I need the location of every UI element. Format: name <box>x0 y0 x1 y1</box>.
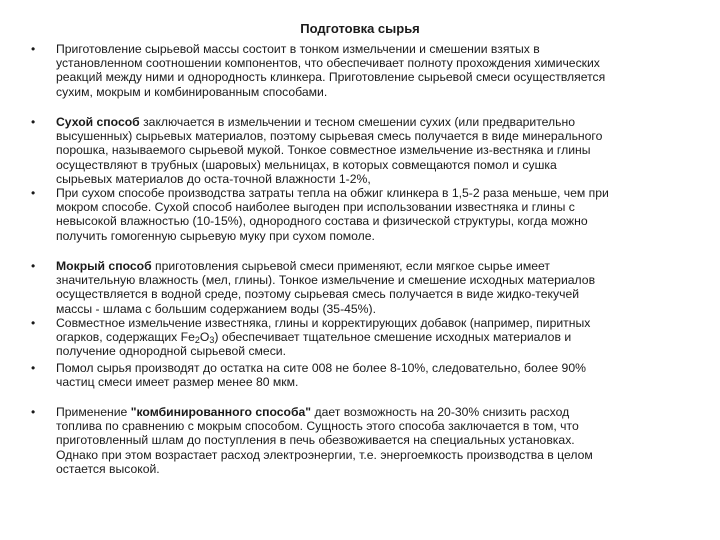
bullet-marker: • <box>31 115 36 129</box>
text-line: получить гомогенную сырьевую муку при сухом помоле. <box>56 228 375 243</box>
paragraph-preparation <box>56 42 696 99</box>
term-dry-method: Сухой способ <box>56 115 140 129</box>
paragraph-dry-method-efficiency <box>56 186 696 243</box>
text-line <box>56 405 696 419</box>
bullet-marker: • <box>31 405 36 419</box>
text-line: сырьевых материалов до оста-точной влажности 1-2%, <box>56 171 371 186</box>
text-line: Совместное измельчение известняка, глины и корректирующих добавок (например, пиритных <box>56 316 591 330</box>
text-line: осуществляется в водной среде, поэтому сырьевая смесь получается в виде жидко-текучей <box>56 287 580 302</box>
term-wet-method: Мокрый способ <box>56 259 152 273</box>
paragraph-combined-method <box>56 405 696 476</box>
page-title: Подготовка сырья <box>300 21 420 36</box>
text-line: невысокой влажностью (10-15%), однородного состава и физической структуры, когда можно <box>56 214 588 229</box>
text-line <box>56 259 696 273</box>
paragraph-dry-method <box>56 115 696 186</box>
paragraph-wet-method <box>56 259 696 316</box>
bullet-marker: • <box>31 361 36 375</box>
text-line: При сухом способе производства затраты тепла на обжиг клинкера в 1,5-2 раза меньше, чем при <box>56 186 609 200</box>
text-span: огарков, содержащих Fe <box>56 330 195 345</box>
text-line: массы - шлама с большим содержанием воды (35-45%). <box>56 301 376 316</box>
text-line: высушенных) сырьевых материалов, поэтому сырьевая смесь получается в виде минерального <box>56 129 603 144</box>
term-combined-method: "комбинированного способа" <box>130 405 312 419</box>
text-line: приготовленный шлам до поступления в печь обезвоживается на специальных установках. <box>56 433 575 448</box>
text-span: дает возможность на 20-30% снизить расход <box>311 405 570 419</box>
text-line: сухим, мокрым и комбинированным способами. <box>56 84 328 99</box>
text-line: остается высокой. <box>56 461 160 476</box>
text-line: Помол сырья производят до остатка на сите 008 не более 8-10%, следовательно, более 90% <box>56 361 586 375</box>
text-line <box>56 115 696 129</box>
text-line: значительную влажность (мел, глины). Тонкое измельчение и смешение исходных материалов <box>56 273 596 288</box>
text-span: заключается в измельчении и тесном смешении сухих (или предварительно <box>139 115 575 129</box>
bullet-marker: • <box>31 316 36 330</box>
text-span: Применение <box>56 405 131 419</box>
paragraph-grinding-residue <box>56 361 696 389</box>
text-line: реакций между ними и однородность клинкера. Приготовление сырьевой смеси осуществляется <box>56 70 606 85</box>
text-line: получение однородной сырьевой смеси. <box>56 344 286 359</box>
text-span: O <box>199 330 210 345</box>
subscript: 3 <box>209 335 215 346</box>
text-line: порошка, называемого сырьевой мукой. Тонкое совместное измельчение из-вестняка и глины <box>56 143 591 158</box>
text-line: осуществляют в трубных (шаровых) мельницах, в которых совмещаются помол и сушка <box>56 157 557 172</box>
bullet-marker: • <box>31 259 36 273</box>
text-span: приготовления сырьевой смеси применяют, если мягкое сырье имеет <box>151 259 550 273</box>
text-span: ) обеспечивает тщательное смешение исходных материалов и <box>214 330 572 345</box>
text-line: Приготовление сырьевой массы состоит в тонком измельчении и смешении взятых в <box>56 42 540 56</box>
text-line: топлива по сравнению с мокрым способом. Сущность этого способа заключается в том, что <box>56 419 579 434</box>
bullet-marker: • <box>31 186 36 200</box>
paragraph-joint-grinding <box>56 316 696 359</box>
text-line <box>56 330 696 344</box>
text-line: мокром способе. Сухой способ наиболее выгоден при использовании известняка и глины с <box>56 200 575 215</box>
text-line: установленном соотношении компонентов, что обеспечивает полноту прохождения химических <box>56 56 600 71</box>
subscript: 2 <box>194 335 200 346</box>
text-line: Однако при этом возрастает расход электроэнергии, т.е. энергоемкость производства в целом <box>56 447 593 462</box>
bullet-marker: • <box>31 42 36 56</box>
text-line: частиц смеси имеет размер менее 80 мкм. <box>56 375 299 390</box>
